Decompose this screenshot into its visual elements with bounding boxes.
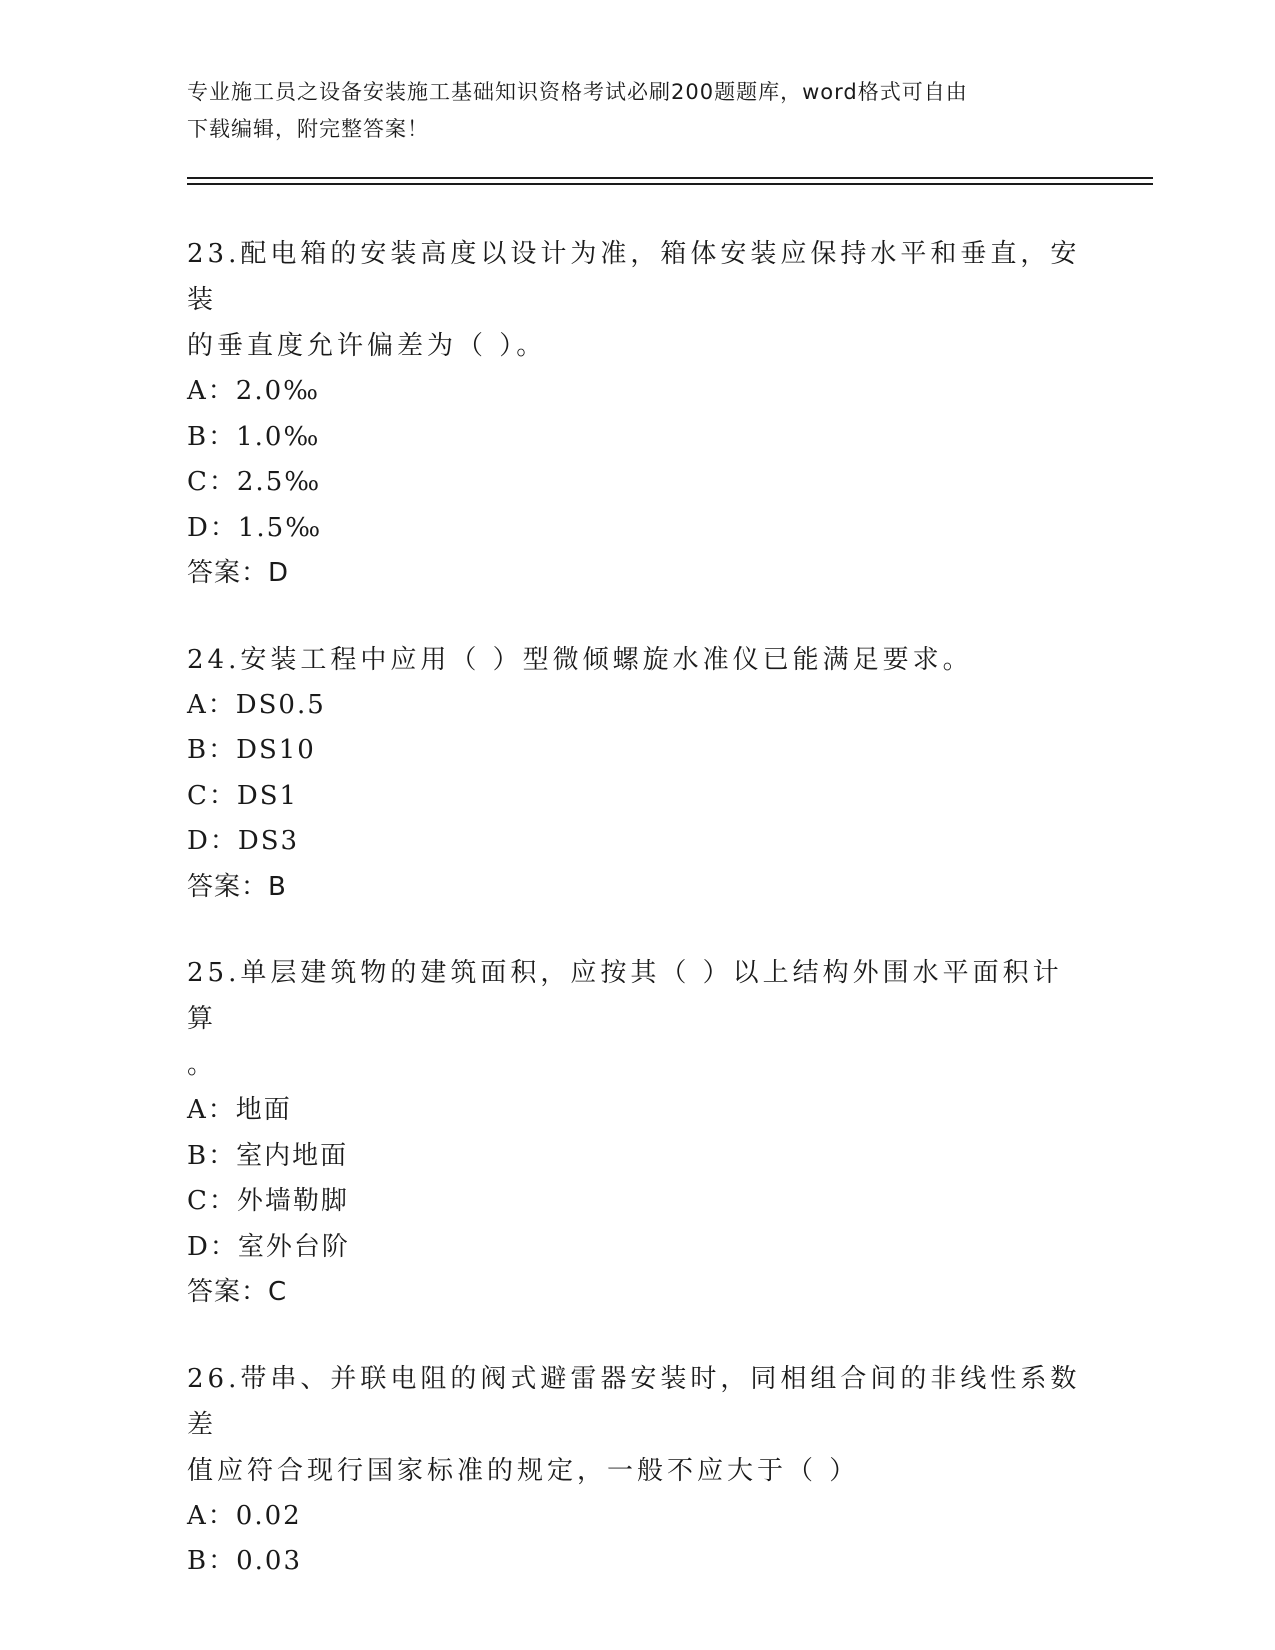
question-24 (187, 637, 1087, 911)
answer-line: 答案：C (187, 1277, 288, 1307)
question-stem-line: 值应符合现行国家标准的规定，一般不应大于（ ） (187, 1455, 860, 1486)
question-23 (187, 231, 1087, 597)
document-header (187, 74, 1087, 148)
question-list (187, 231, 1087, 1625)
question-stem-line: 26.带串、并联电阻的阀式避雷器安装时，同相组合间的非线性系数差 (187, 1363, 1081, 1440)
option-c: C：DS1 (187, 780, 299, 811)
header-line-1: 专业施工员之设备安装施工基础知识资格考试必刷200题题库，word格式可自由 (187, 80, 968, 104)
question-stem-line: 24.安装工程中应用（ ）型微倾螺旋水准仪已能满足要求。 (187, 644, 973, 675)
option-d: D：DS3 (187, 826, 300, 856)
question-26 (187, 1356, 1087, 1585)
option-b: B：DS10 (187, 735, 316, 765)
header-line-2: 下载编辑，附完整答案！ (187, 117, 429, 141)
option-a: A：0.02 (187, 1500, 302, 1531)
question-25 (187, 950, 1087, 1316)
option-a: A：DS0.5 (187, 689, 326, 720)
option-a: A：地面 (187, 1095, 292, 1125)
option-b: B：0.03 (187, 1546, 302, 1576)
question-stem-line: 。 (187, 1050, 218, 1080)
option-d: D：室外台阶 (187, 1231, 350, 1262)
answer-line: 答案：B (187, 871, 287, 902)
question-stem-line: 的垂直度允许偏差为（ ）。 (187, 331, 547, 361)
answer-line: 答案：D (187, 558, 290, 588)
question-stem-line: 25.单层建筑物的建筑面积，应按其（ ）以上结构外围水平面积计算 (187, 958, 1063, 1034)
option-b: B：1.0‰ (187, 421, 321, 452)
option-c: C：2.5‰ (187, 467, 322, 497)
option-d: D：1.5‰ (187, 512, 323, 543)
option-a: A：2.0‰ (187, 376, 321, 406)
option-b: B：室内地面 (187, 1140, 349, 1171)
header-divider-top (187, 177, 1153, 179)
question-stem-line: 23.配电箱的安装高度以设计为准，箱体安装应保持水平和垂直，安装 (187, 239, 1081, 315)
header-divider-bottom (187, 183, 1153, 185)
option-c: C：外墙勒脚 (187, 1186, 349, 1216)
